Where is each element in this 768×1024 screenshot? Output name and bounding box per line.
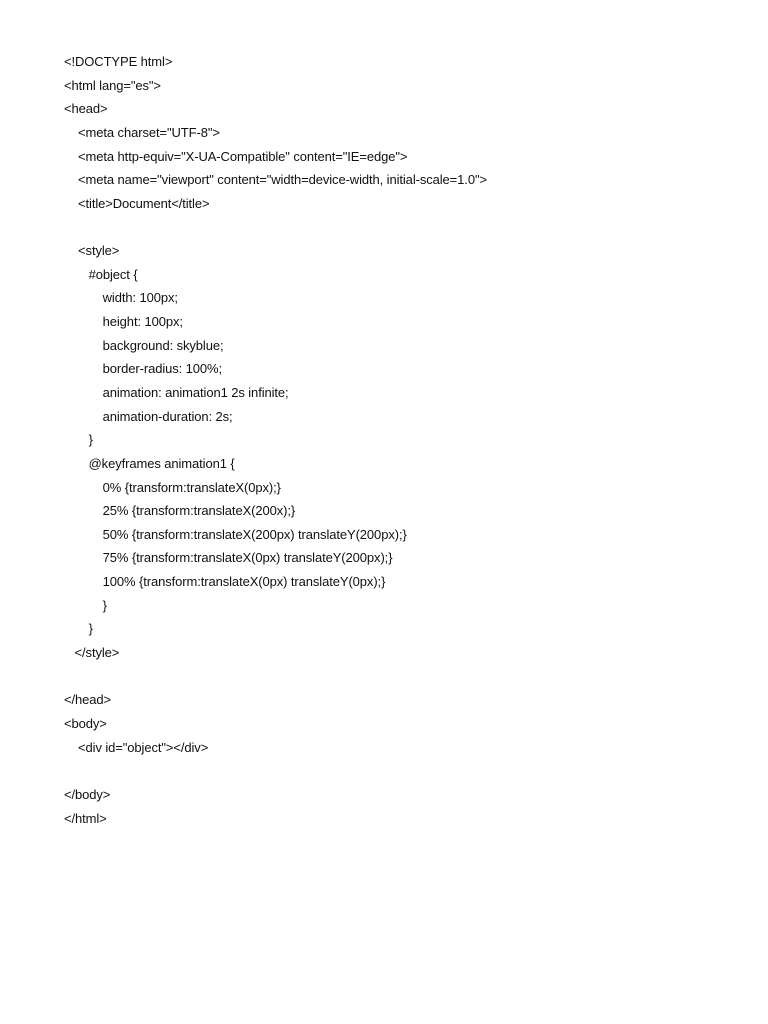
code-line: height: 100px; — [64, 314, 183, 330]
code-line: <style> — [64, 243, 120, 259]
code-line: } — [64, 597, 107, 613]
code-line: background: skyblue; — [64, 337, 224, 353]
code-line: <div id="object"></div> — [64, 739, 209, 755]
blank-line — [64, 215, 724, 239]
code-line: 50% {transform:translateX(200px) translateY(200px);} — [64, 526, 407, 542]
code-line: </html> — [64, 810, 107, 826]
code-line: 25% {transform:translateX(200x);} — [64, 503, 296, 519]
code-line: <meta name="viewport" content="width=device-width, initial-scale=1.0"> — [64, 172, 487, 188]
code-line: <!DOCTYPE html> — [64, 54, 173, 69]
code-line: animation-duration: 2s; — [64, 408, 233, 424]
blank-line — [64, 759, 724, 783]
code-line: animation: animation1 2s infinite; — [64, 384, 289, 400]
code-line: } — [64, 621, 93, 637]
code-line: </style> — [64, 645, 120, 661]
code-line: <meta http-equiv="X-UA-Compatible" content="IE=edge"> — [64, 148, 408, 164]
code-line: border-radius: 100%; — [64, 361, 223, 377]
code-line: <title>Document</title> — [64, 195, 210, 211]
code-line: @keyframes animation1 { — [64, 455, 235, 471]
code-line: 75% {transform:translateX(0px) translateY(200px);} — [64, 550, 393, 566]
code-line: <body> — [64, 715, 107, 731]
code-line: <meta charset="UTF-8"> — [64, 124, 220, 140]
code-listing — [64, 50, 724, 830]
code-line: <head> — [64, 101, 108, 117]
code-line: } — [64, 432, 93, 448]
code-line: 0% {transform:translateX(0px);} — [64, 479, 281, 495]
code-line: #object { — [64, 266, 138, 282]
code-line: </body> — [64, 786, 111, 802]
code-line: <html lang="es"> — [64, 77, 161, 93]
blank-line — [64, 665, 724, 689]
code-line: width: 100px; — [64, 290, 178, 306]
code-line: </head> — [64, 692, 112, 708]
code-line: 100% {transform:translateX(0px) translateY(0px);} — [64, 574, 386, 590]
